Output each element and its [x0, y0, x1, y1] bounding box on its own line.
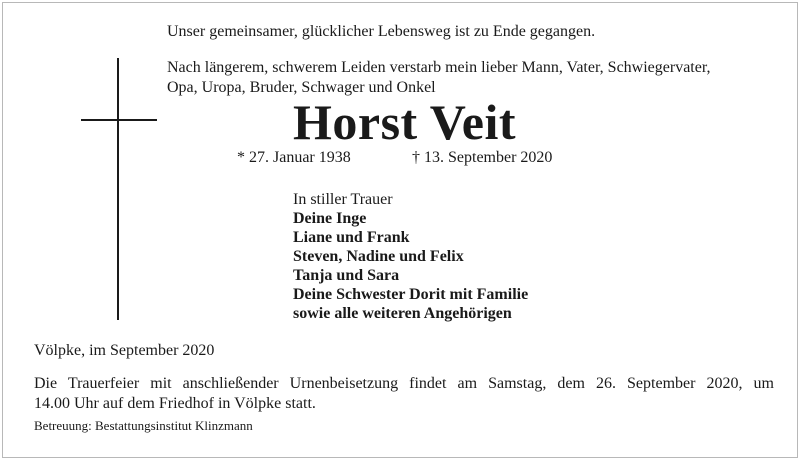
place-date: Völpke, im September 2020	[34, 342, 215, 359]
mourner-5: Deine Schwester Dorit mit Familie	[293, 286, 529, 303]
mourner-6: sowie alle weiteren Angehörigen	[293, 305, 512, 322]
mourner-2: Liane und Frank	[293, 229, 410, 246]
mourner-1: Deine Inge	[293, 210, 367, 227]
cross-icon	[117, 58, 119, 320]
funeral-home-credit: Betreuung: Bestattungsinstitut Klinzmann	[34, 418, 253, 433]
mourner-3: Steven, Nadine und Felix	[293, 248, 464, 265]
mourning-intro: In stiller Trauer	[293, 191, 393, 208]
birth-date: * 27. Januar 1938	[237, 149, 351, 166]
cross-icon-bar	[81, 119, 157, 121]
death-date: † 13. September 2020	[412, 149, 553, 166]
mourner-4: Tanja und Sara	[293, 267, 400, 284]
ceremony-line-2: 14.00 Uhr auf dem Friedhof in Völpke statt.	[34, 395, 316, 412]
ceremony-line-1: Die Trauerfeier mit anschließender Urnenbeisetzung findet am Samstag, dem 26. September 2020, um	[34, 375, 774, 392]
deceased-name: Horst Veit	[293, 94, 517, 150]
announcement-line-1: Nach längerem, schwerem Leiden verstarb mein lieber Mann, Vater, Schwiegervater,	[167, 59, 711, 76]
announcement-line-2: Opa, Uropa, Bruder, Schwager und Onkel	[167, 79, 436, 96]
intro-text: Unser gemeinsamer, glücklicher Lebensweg ist zu Ende gegangen.	[167, 23, 596, 40]
